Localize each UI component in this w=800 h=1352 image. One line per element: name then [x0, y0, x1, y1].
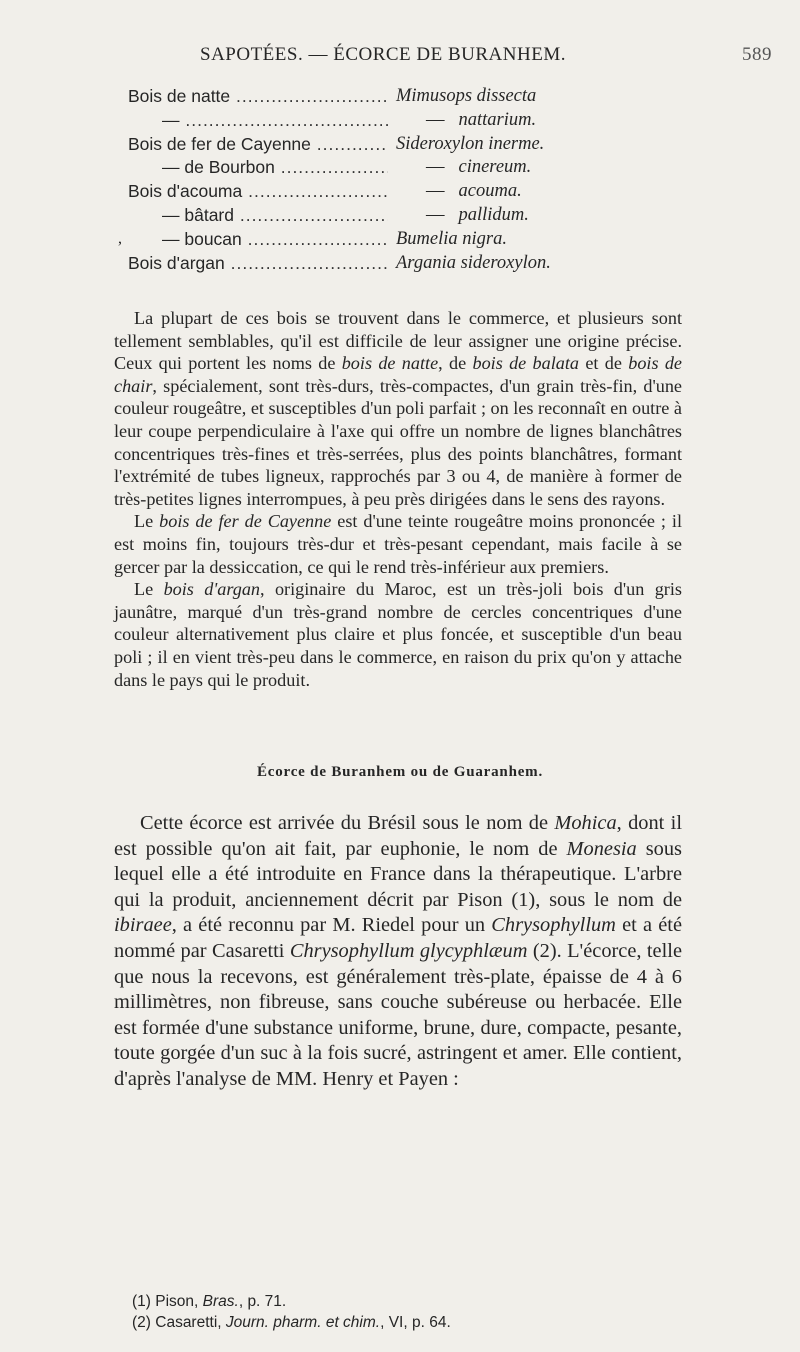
paragraph: Cette écorce est arrivée du Brésil sous le nom de Mohica, dont il est possible qu'on ait fait, par euphonie, le nom de Monesia sous lequel elle a été introduite en France dans la thérapeutique. L'arbre qui la produit, anciennement décrit par Pison (1), sous le nom de ibiraee, a été reconnu par M. Riedel pour un Chrysophyllum et a été nommé par Casaretti Chrysophyllum glycyphlæum (2). L'écorce, telle que nous la recevons, est généralement très-plate, épaisse de 4 à 6 millimètres, non fibreuse, sans couche subéreuse ou herbacée. Elle est formée d'une substance uniforme, brune, dure, compacte, pesante, toute gorgée d'un suc à la fois sucré, astringent et amer. Elle contient, d'après l'analyse de MM. Henry et Payen :: [114, 812, 682, 1090]
latin-name: Mimusops dissecta: [396, 86, 537, 106]
header-title: SAPOTÉES. — ÉCORCE DE BURANHEM.: [200, 44, 566, 65]
table-row: [128, 84, 668, 108]
table-row: [128, 132, 668, 156]
footnotes: [132, 1291, 682, 1333]
common-name: Bois d'acouma .....: [128, 179, 388, 203]
common-name: — de Bourbon .....: [128, 155, 388, 179]
footnote: (2) Casaretti, Journ. pharm. et chim., VI, p. 64.: [132, 1314, 451, 1331]
section-heading: Écorce de Buranhem ou de Guaranhem.: [256, 764, 544, 780]
stray-ink-mark: ,: [118, 229, 122, 247]
common-name: — boucan .....: [128, 227, 388, 251]
paragraph: La plupart de ces bois se trouvent dans le commerce, et plusieurs sont tellement semblables, qu'il est difficile de leur assigner une origine précise. Ceux qui portent les noms de bois de natte, de bois de balata et de bois de chair, spécialement, sont très-durs, très-compactes, d'un grain très-fin, d'une couleur rougeâtre, et susceptibles d'un poli parfait ; on les reconnaît en outre à leur coupe perpendiculaire à l'axe qui offre un nombre de lignes blanchâtres concentriques très-fines et très-serrées, plus des points blanchâtres, formant l'extrémité de tubes ligneux, rapprochés par 3 ou 4, de manière à former de très-petites lignes interrompues, à peu près dirigées dans le sens des rayons.: [114, 308, 682, 509]
paragraph: Le bois de fer de Cayenne est d'une teinte rougeâtre moins prononcée ; il est moins fin, toujours très-dur et très-pesant cependant, mais facile à se gercer par la dessiccation, ce qui le rend très-inférieur aux premiers.: [114, 511, 683, 577]
latin-name: — pallidum.: [426, 204, 529, 225]
common-name: Bois d'argan .....: [128, 251, 388, 275]
latin-name: — nattarium.: [426, 109, 537, 130]
table-row: [128, 155, 668, 179]
latin-name: — cinereum.: [426, 157, 532, 178]
table-row: [128, 108, 668, 132]
table-row: [118, 227, 668, 251]
page-number: 589: [742, 44, 772, 65]
paragraph: Le bois d'argan, originaire du Maroc, est un très-joli bois d'un gris jaunâtre, marqué d'un très-grand nombre de cercles concentriques d'une couleur alternativement plus claire et plus foncée, et susceptible d'un beau poli ; il en vient très-peu dans le commerce, en raison du prix qu'on y attache dans le pays qui le produit.: [114, 579, 682, 690]
table-row: [128, 251, 668, 275]
buranhem-text: [114, 811, 682, 1093]
latin-name: Sideroxylon inerme.: [396, 133, 545, 154]
common-name: — .....: [128, 108, 388, 132]
common-name: — bâtard .....: [128, 203, 388, 227]
common-name: Bois de natte .....: [128, 84, 388, 108]
running-header: [0, 44, 800, 68]
table-row: [128, 203, 668, 227]
latin-name: Argania sideroxylon.: [396, 252, 551, 273]
latin-name: — acouma.: [426, 181, 522, 202]
latin-name: Bumelia nigra.: [396, 228, 507, 249]
wood-species-table: [118, 84, 668, 274]
footnote: (1) Pison, Bras., p. 71.: [132, 1293, 287, 1310]
wood-description-text: [114, 307, 682, 691]
common-name: Bois de fer de Cayenne .....: [128, 132, 388, 156]
table-row: [128, 179, 668, 203]
